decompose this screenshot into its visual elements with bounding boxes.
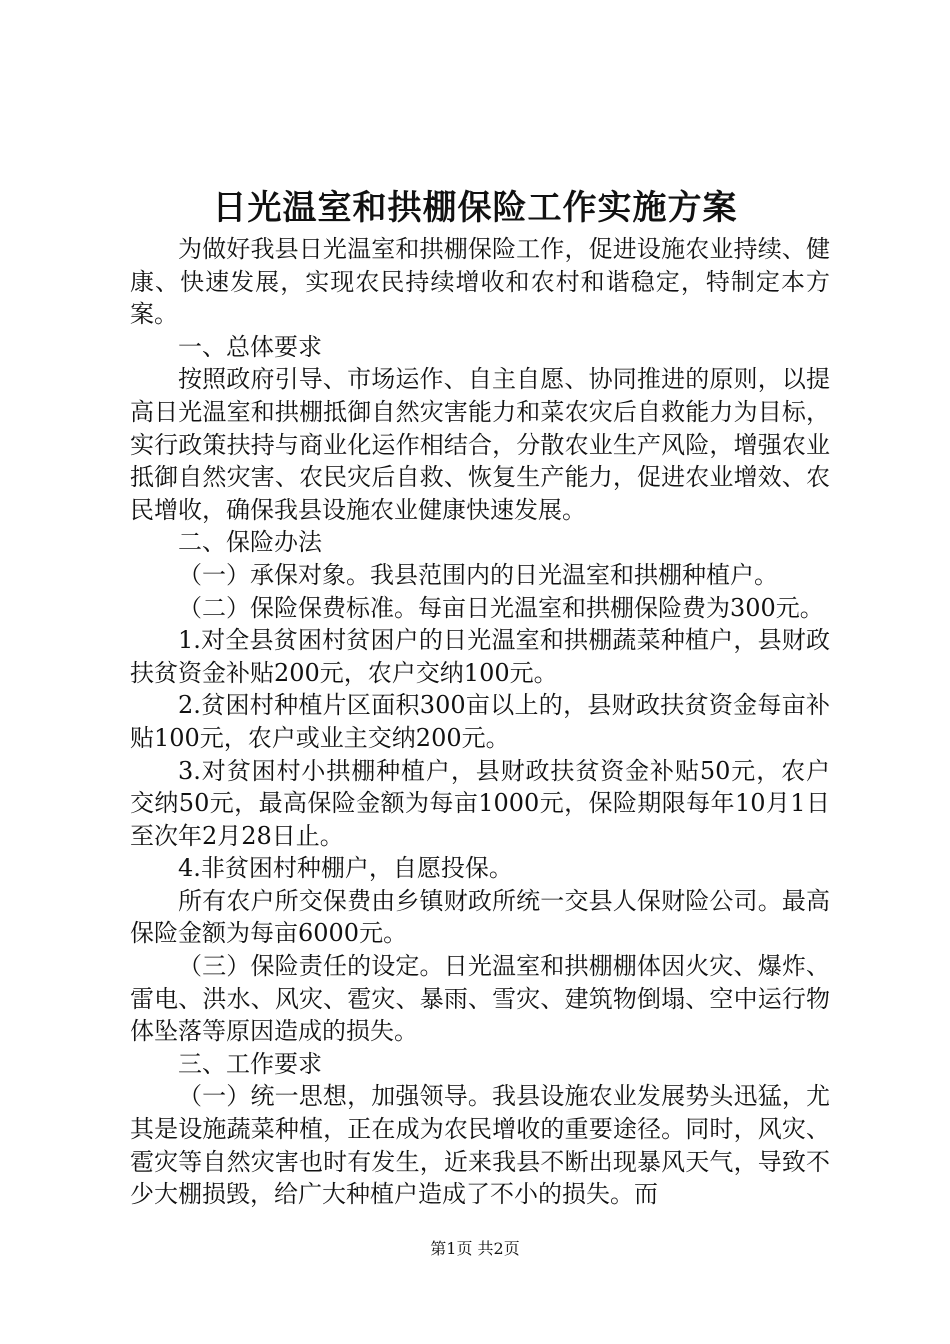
page-footer: 第1页 共2页 <box>430 1239 520 1258</box>
document-body <box>130 233 830 1211</box>
paragraph-premium-standard: （二）保险保费标准。每亩日光温室和拱棚保险费为300元。 <box>178 593 824 622</box>
document-title: 日光温室和拱棚保险工作实施方案 <box>212 188 738 228</box>
section-heading-insurance-method: 二、保险办法 <box>178 528 322 557</box>
paragraph-item-3: 3.对贫困村小拱棚种植户，县财政扶贫资金补贴50元，农户交纳50元，最高保险金额为每亩1000元，保险期限每年10月1日至次年2月28日止。 <box>130 756 830 850</box>
paragraph-insured-objects: （一）承保对象。我县范围内的日光温室和拱棚种植户。 <box>178 560 778 589</box>
paragraph-premium-collection: 所有农户所交保费由乡镇财政所统一交县人保财险公司。最高保险金额为每亩6000元。 <box>130 886 830 948</box>
paragraph-item-4: 4.非贫困村种棚户，自愿投保。 <box>178 854 513 883</box>
paragraph-liability: （三）保险责任的设定。日光温室和拱棚棚体因火灾、爆炸、雷电、洪水、风灾、雹灾、暴雨、雪灾、建筑物倒塌、空中运行物体坠落等原因造成的损失。 <box>130 952 830 1046</box>
paragraph-item-2: 2.贫困村种植片区面积300亩以上的，县财政扶贫资金每亩补贴100元，农户或业主交纳200元。 <box>130 691 830 752</box>
section-heading-work-requirements: 三、工作要求 <box>178 1049 322 1078</box>
paragraph-item-1: 1.对全县贫困村贫困户的日光温室和拱棚蔬菜种植户，县财政扶贫资金补贴200元，农户交纳100元。 <box>130 626 830 687</box>
paragraph-leadership: （一）统一思想，加强领导。我县设施农业发展势头迅猛，尤其是设施蔬菜种植，正在成为农民增收的重要途径。同时，风灾、雹灾等自然灾害也时有发生，近来我县不断出现暴风天气，导致不少大棚损毁，给广大种植户造成了不小的损失。而 <box>130 1082 830 1209</box>
paragraph-intro: 为做好我县日光温室和拱棚保险工作，促进设施农业持续、健康、快速发展，实现农民持续增收和农村和谐稳定，特制定本方案。 <box>130 235 830 329</box>
paragraph-principles: 按照政府引导、市场运作、自主自愿、协同推进的原则，以提高日光温室和拱棚抵御自然灾害能力和菜农灾后自救能力为目标，实行政策扶持与商业化运作相结合，分散农业生产风险，增强农业抵御自然灾害、农民灾后自救、恢复生产能力，促进农业增效、农民增收，确保我县设施农业健康快速发展。 <box>130 365 830 524</box>
section-heading-general-requirements: 一、总体要求 <box>178 332 322 361</box>
